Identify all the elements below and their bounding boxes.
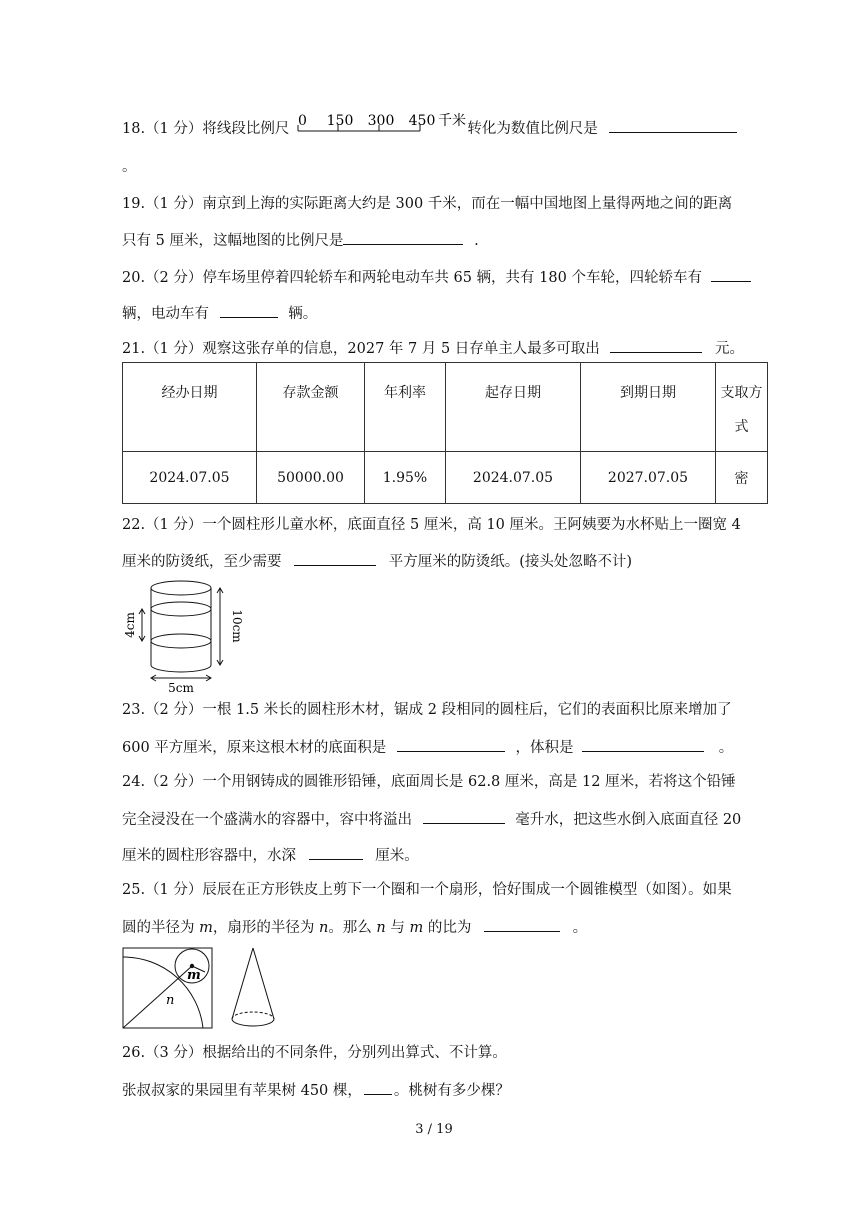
table-header-cell: 经办日期: [123, 363, 257, 452]
q25-var-n: n: [318, 920, 329, 936]
table-header-cell: 到期日期: [581, 363, 716, 452]
q25-answer-blank[interactable]: [484, 916, 560, 932]
diameter-label: 5cm: [168, 681, 194, 695]
q23-area-blank[interactable]: [397, 736, 505, 752]
q20-text: 20.（2 分）停车场里停着四轮轿车和两轮电动车共 65 辆，共有 180 个车轮，四轮轿车有: [122, 270, 702, 286]
q24-text-b: 毫升水，把这些水倒入底面直径 20: [515, 812, 742, 828]
q25-end: 。: [572, 920, 588, 936]
q22-text-b: 平方厘米的防烫纸。(接头处忽略不计): [388, 554, 633, 570]
q24-line2: [122, 808, 741, 830]
cone-base-back: [232, 1012, 274, 1019]
q25-text-c: 。那么: [328, 920, 377, 936]
q24-text-a: 完全浸没在一个盛满水的容器中，容中将溢出: [122, 812, 412, 828]
q18-end: 。: [122, 159, 137, 175]
q26-text-b: 。桃树有多少棵？: [393, 1083, 510, 1099]
q21-text: 21.（1 分）观察这张存单的信息，2027 年 7 月 5 日存单主人最多可取出: [122, 341, 600, 357]
table-cell: 1.95%: [365, 452, 446, 504]
q26-text-a: 张叔叔家的果园里有苹果树 450 棵，: [122, 1083, 362, 1099]
table-cell: 2024.07.05: [446, 452, 581, 504]
q22-line1: 22.（1 分）一个圆柱形儿童水杯，底面直径 5 厘米，高 10 厘米。王阿姨要为水杯贴上一圈宽 4: [122, 517, 741, 533]
q23-line1: 23.（2 分）一根 1.5 米长的圆柱形木材，锯成 2 段相同的圆柱后，它们的表面积比原来增加了: [122, 702, 732, 718]
label-m: m: [187, 968, 201, 983]
height-label: 10cm: [230, 609, 244, 643]
q23-volume-blank[interactable]: [582, 736, 704, 752]
q19-end: .: [474, 233, 479, 249]
q24-line3: [122, 844, 419, 866]
table-row: [123, 452, 768, 504]
table-header-cell: 存款金额: [257, 363, 365, 452]
q22-answer-blank[interactable]: [294, 550, 376, 566]
q23-text-b: ，体积是: [515, 740, 574, 756]
q21-unit: 元。: [715, 341, 745, 357]
table-header-cell: 年利率: [365, 363, 446, 452]
q25-var-m2: m: [409, 920, 424, 936]
q25-var-m: m: [199, 920, 213, 936]
q19-line1: 19.（1 分）南京到上海的实际距离大约是 300 千米，而在一幅中国地图上量得两地之间的距离: [122, 196, 733, 212]
q24-line1: 24.（2 分）一个用钢铸成的圆锥形铅锤，底面周长是 62.8 厘米，高是 12 厘米，若将这个铅锤: [122, 774, 736, 790]
cone-base-front: [232, 1019, 274, 1026]
deposit-table: [122, 362, 768, 504]
q25-text-b: ，扇形的半径为: [212, 920, 319, 936]
table-cell: 2027.07.05: [581, 452, 716, 504]
q25-text-a: 圆的半径为: [122, 920, 200, 936]
radius-n: [123, 966, 192, 1028]
q18-prefix: 18.（1 分）将线段比例尺: [122, 121, 290, 137]
table-header-cell: 起存日期: [446, 363, 581, 452]
q22-line2: [122, 550, 632, 572]
q19-line2: [122, 229, 479, 251]
q26-line1: 26.（3 分）根据给出的不同条件，分别列出算式、不计算。: [122, 1045, 507, 1061]
q25-text-d: 与: [385, 920, 410, 936]
q25-line1: 25.（1 分）辰辰在正方形铁皮上剪下一个圈和一个扇形，恰好围成一个圆锥模型（如图）。如果: [122, 882, 732, 898]
cylinder-top-ellipse: [151, 581, 211, 595]
scale-label-0: 0: [298, 113, 307, 129]
q23-text-a: 600 平方厘米，原来这根木材的底面积是: [122, 740, 387, 756]
q22-text-a: 厘米的防烫纸，至少需要: [122, 554, 282, 570]
scale-unit: 千米: [438, 113, 466, 129]
q25-line2: [122, 916, 587, 938]
q23-end: 。: [718, 740, 734, 756]
q18-scale-bar: [296, 110, 476, 136]
q26-condition-blank[interactable]: [364, 1079, 392, 1095]
q20-text-a: 辆，电动车有: [122, 306, 209, 322]
q25-var-n2: n: [376, 920, 386, 936]
cylinder-bottom-ellipse: [151, 665, 211, 672]
q24-text-c: 厘米的圆柱形容器中，水深: [122, 848, 296, 864]
q23-line2: [122, 736, 733, 758]
q25-text-e: 的比为: [423, 920, 472, 936]
table-cell: 密: [716, 452, 768, 504]
q25-figure: [122, 947, 282, 1031]
scale-label-300: 300: [367, 113, 395, 129]
q21-line: [122, 337, 744, 359]
q19-text: 只有 5 厘米，这幅地图的比例尺是: [122, 233, 344, 249]
scale-label-150: 150: [326, 113, 354, 129]
q24-overflow-blank[interactable]: [423, 808, 505, 824]
cone-left-edge: [232, 948, 253, 1019]
q24-text-d: 厘米。: [375, 848, 419, 864]
table-header-row: [123, 363, 768, 452]
page-number: 3 / 19: [415, 1122, 453, 1137]
q19-answer-blank[interactable]: [343, 229, 463, 245]
table-cell: 2024.07.05: [123, 452, 257, 504]
q26-line2: [122, 1079, 510, 1101]
q22-cylinder-figure: [120, 578, 250, 693]
q20-line1: [122, 266, 751, 288]
band-top-ellipse: [151, 602, 211, 616]
table-header-cell: 支取方 式: [716, 363, 768, 452]
label-n: n: [166, 993, 175, 1008]
q20-line2: [122, 302, 317, 324]
q20-bikes-blank[interactable]: [220, 302, 278, 318]
scale-label-450: 450: [408, 113, 436, 129]
table-cell: 50000.00: [257, 452, 365, 504]
q21-answer-blank[interactable]: [610, 337, 702, 353]
q20-text-b: 辆。: [288, 306, 318, 322]
width-label: 4cm: [123, 612, 137, 638]
q20-cars-blank[interactable]: [711, 266, 751, 282]
q24-depth-blank[interactable]: [309, 844, 363, 860]
q18-answer-blank[interactable]: [609, 117, 737, 133]
q18-suffix: 转化为数值比例尺是: [467, 121, 598, 137]
cone-right-edge: [253, 948, 274, 1019]
band-bottom-ellipse: [151, 634, 211, 648]
